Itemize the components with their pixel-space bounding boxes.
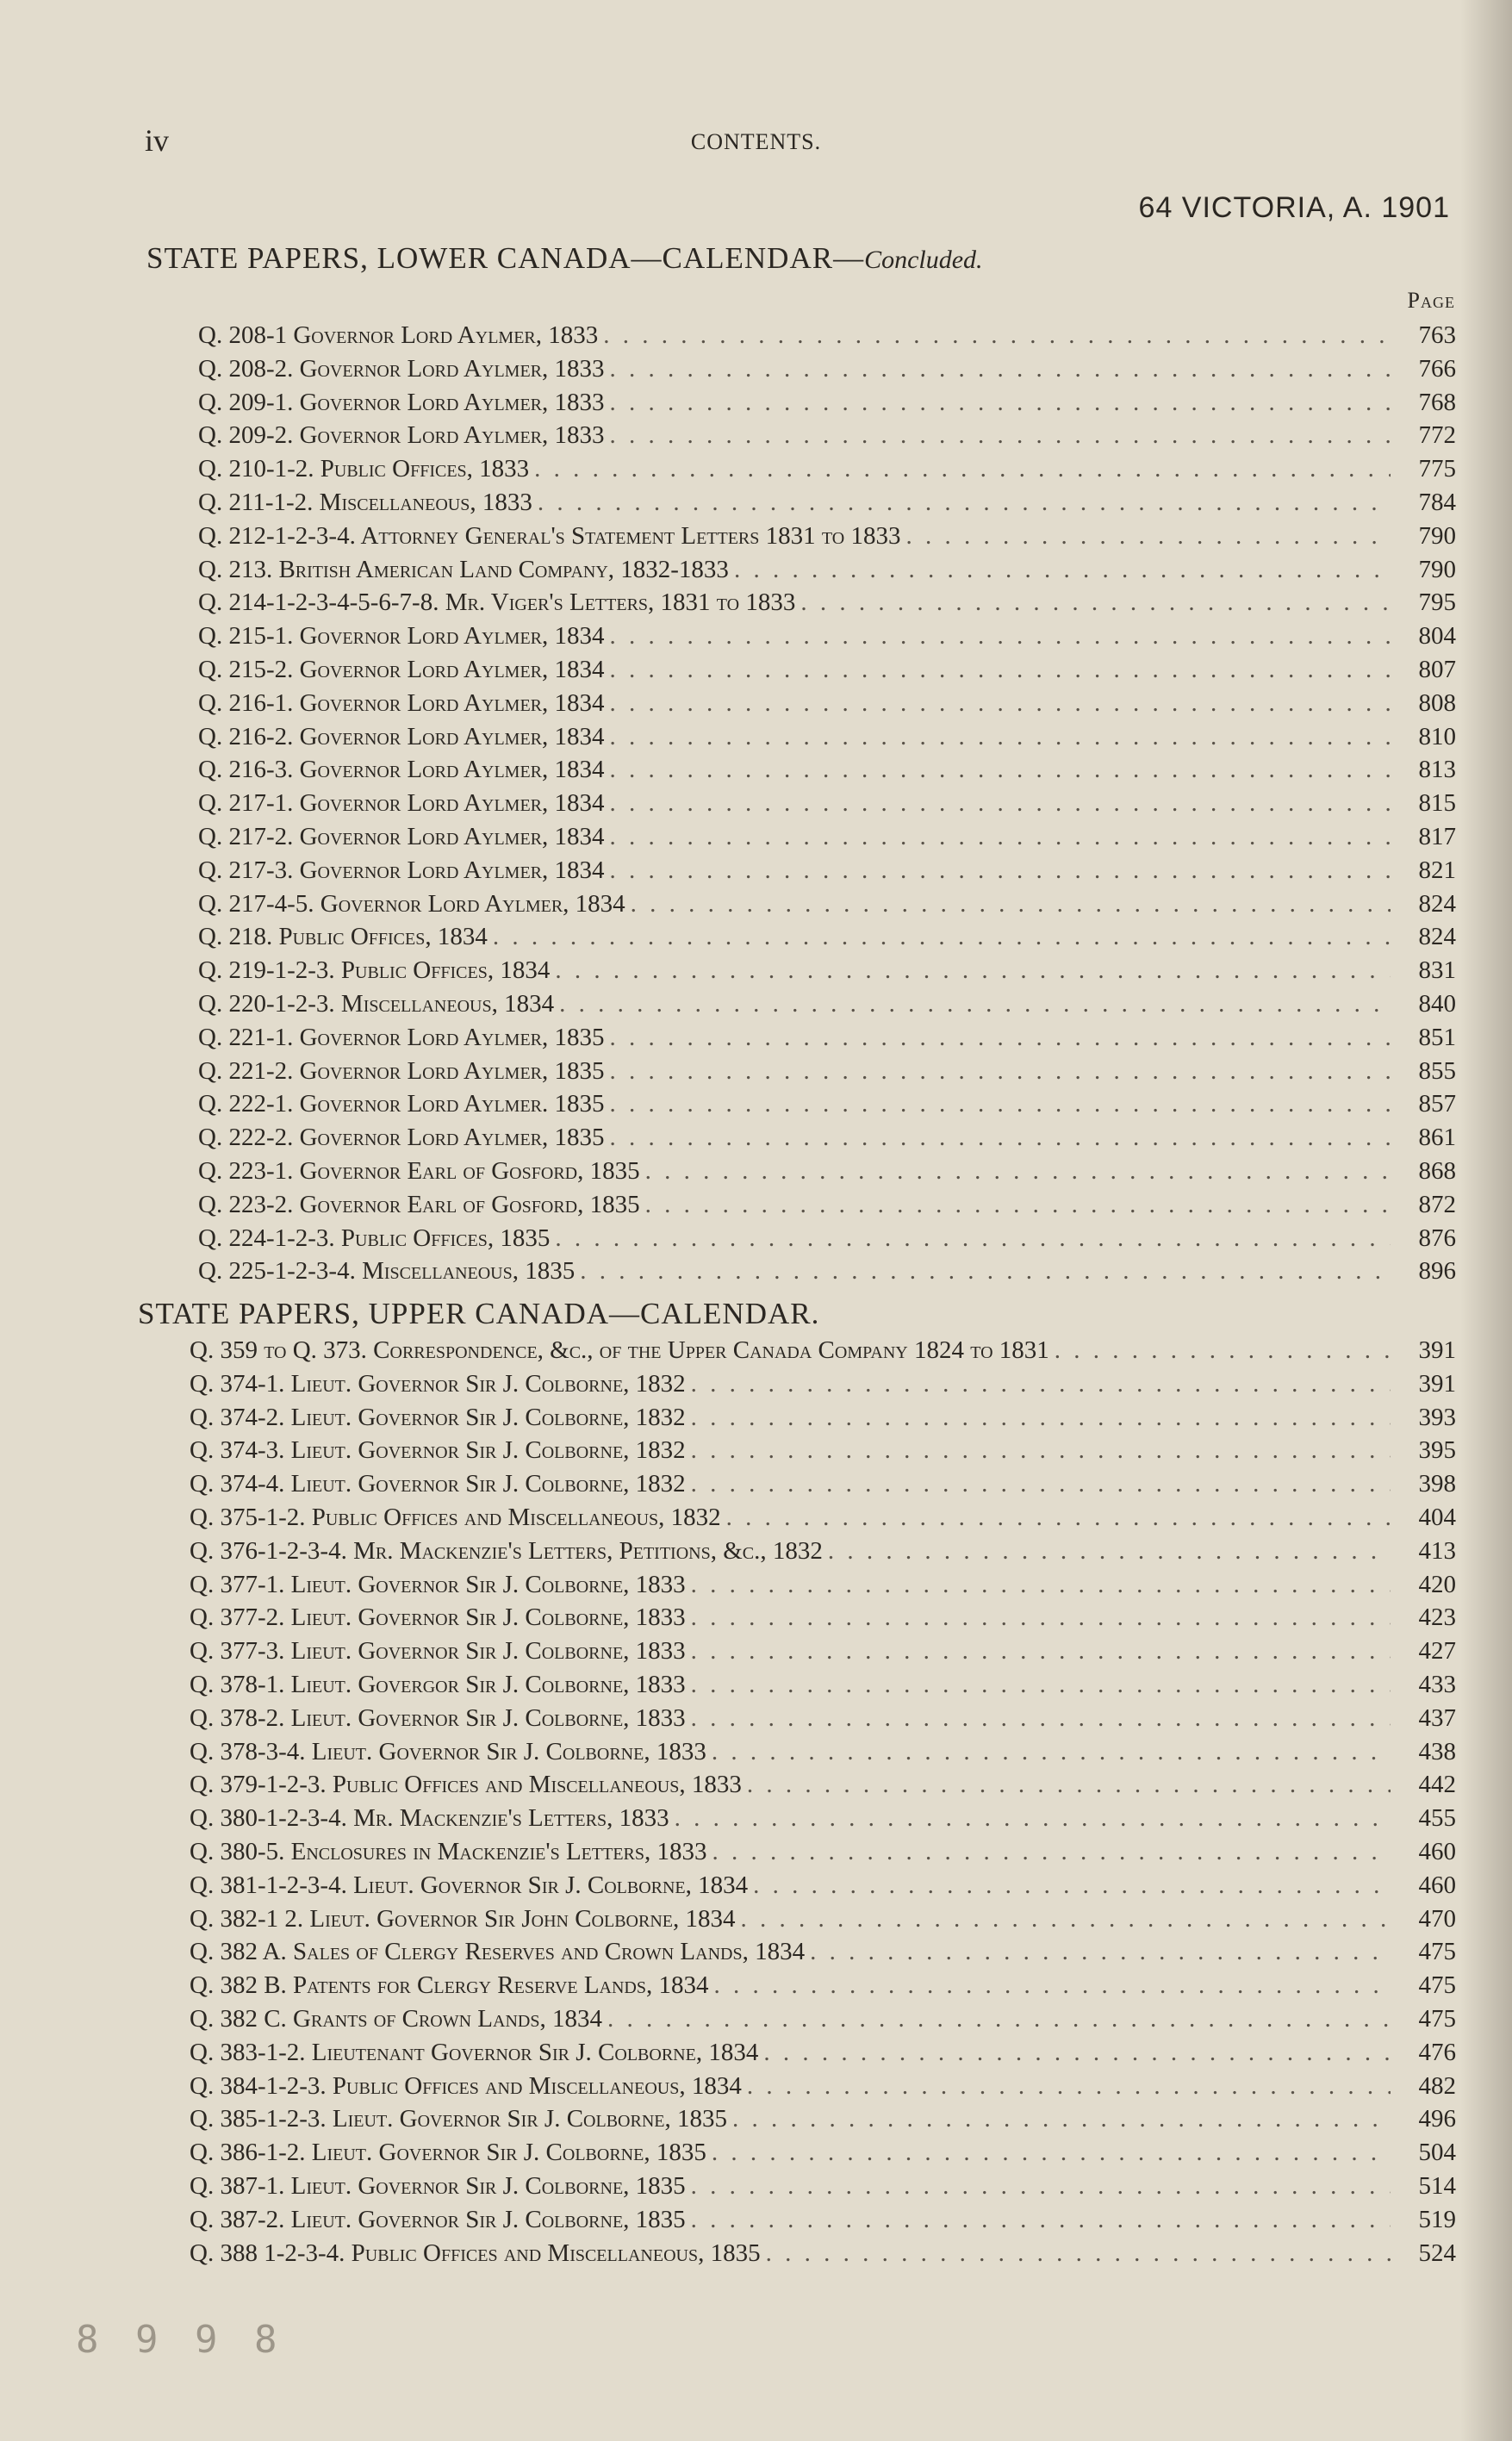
dot-leader	[747, 2070, 1391, 2103]
entry-page-number: 460	[1418, 1837, 1456, 1865]
entry-title: Q. 387-2. Lieut. Governor Sir J. Colborne, 1835	[190, 2205, 686, 2233]
contents-entry	[198, 319, 1456, 352]
dot-leader	[712, 2136, 1391, 2170]
entry-title: Q. 217-1. Governor Lord Aylmer, 1834	[198, 789, 605, 818]
entry-page-number: 475	[1418, 1971, 1456, 2000]
entry-page-number: 504	[1418, 2139, 1456, 2167]
dot-leader	[610, 720, 1391, 754]
entry-page-number: 790	[1418, 521, 1456, 550]
lower-canada-title-suffix: Concluded.	[864, 246, 983, 274]
entry-title: Q. 384-1-2-3. Public Offices and Miscellaneous, 1834	[190, 2071, 742, 2100]
dot-leader	[732, 2102, 1391, 2136]
contents-entry	[198, 753, 1456, 787]
contents-entry	[190, 1735, 1456, 1769]
contents-entry	[190, 1902, 1456, 1936]
entry-page-number: 391	[1418, 1369, 1456, 1398]
entry-page-number: 772	[1418, 421, 1456, 450]
dot-leader	[1055, 1334, 1391, 1367]
dot-leader	[610, 854, 1391, 887]
entry-title: Q. 385-1-2-3. Lieut. Governor Sir J. Colborne, 1835	[190, 2105, 727, 2133]
contents-entry	[198, 920, 1456, 954]
contents-entry	[198, 352, 1456, 386]
dot-leader	[691, 1635, 1391, 1668]
entry-title: Q. 378-3-4. Lieut. Governor Sir J. Colborne, 1833	[190, 1737, 706, 1765]
entry-page-number: 423	[1418, 1603, 1456, 1632]
dot-leader	[607, 2002, 1391, 2036]
dot-leader	[610, 1121, 1391, 1155]
contents-entry	[198, 820, 1456, 854]
contents-entry	[190, 1601, 1456, 1635]
entry-title: Q. 382 B. Patents for Clergy Reserve Lands, 1834	[190, 1971, 709, 2000]
contents-entry	[190, 2203, 1456, 2237]
contents-entry	[198, 386, 1456, 420]
entry-title: Q. 208-1 Governor Lord Aylmer, 1833	[198, 321, 599, 349]
contents-entry	[190, 1434, 1456, 1467]
upper-canada-entries	[190, 1334, 1456, 2270]
entry-page-number: 810	[1418, 722, 1456, 750]
lower-canada-entries	[198, 319, 1456, 1288]
dot-leader	[631, 887, 1391, 921]
dot-leader	[555, 954, 1391, 987]
contents-entry	[198, 987, 1456, 1021]
entry-title: Q. 214-1-2-3-4-5-6-7-8. Mr. Viger's Letters, 1831 to 1833	[198, 588, 796, 617]
contents-entry	[190, 1668, 1456, 1702]
entry-title: Q. 218. Public Offices, 1834	[198, 923, 488, 951]
entry-page-number: 470	[1418, 1904, 1456, 1933]
contents-entry	[198, 787, 1456, 820]
entry-page-number: 831	[1418, 956, 1456, 985]
dot-leader	[610, 653, 1391, 687]
dot-leader	[828, 1535, 1391, 1568]
contents-entry	[190, 1535, 1456, 1568]
page-edge-shadow	[1460, 0, 1512, 2441]
entry-page-number: 876	[1418, 1224, 1456, 1252]
entry-page-number: 815	[1418, 789, 1456, 818]
contents-entry	[190, 1367, 1456, 1401]
entry-page-number: 433	[1418, 1670, 1456, 1698]
dot-leader	[645, 1155, 1391, 1188]
entry-page-number: 855	[1418, 1056, 1456, 1085]
contents-entry	[198, 887, 1456, 921]
entry-page-number: 763	[1418, 321, 1456, 349]
contents-entry	[190, 2070, 1456, 2103]
dot-leader	[610, 620, 1391, 653]
entry-title: Q. 376-1-2-3-4. Mr. Mackenzie's Letters, Petitions, &c., 1832	[190, 1536, 823, 1565]
entry-page-number: 790	[1418, 555, 1456, 583]
dot-leader	[726, 1501, 1391, 1535]
entry-title: Q. 211-1-2. Miscellaneous, 1833	[198, 488, 532, 516]
entry-page-number: 784	[1418, 488, 1456, 516]
entry-title: Q. 219-1-2-3. Public Offices, 1834	[198, 956, 551, 985]
entry-page-number: 817	[1418, 822, 1456, 850]
dot-leader	[610, 419, 1391, 452]
entry-page-number: 404	[1418, 1503, 1456, 1531]
dot-leader	[645, 1188, 1391, 1222]
dot-leader	[610, 687, 1391, 720]
entry-title: Q. 210-1-2. Public Offices, 1833	[198, 455, 530, 483]
entry-page-number: 519	[1418, 2205, 1456, 2233]
entry-title: Q. 209-2. Governor Lord Aylmer, 1833	[198, 421, 605, 450]
entry-title: Q. 382 C. Grants of Crown Lands, 1834	[190, 2004, 602, 2033]
dot-leader	[766, 2237, 1391, 2270]
contents-entry	[198, 1087, 1456, 1121]
entry-page-number: 482	[1418, 2071, 1456, 2100]
entry-title: Q. 383-1-2. Lieutenant Governor Sir J. Colborne, 1834	[190, 2038, 759, 2066]
entry-title: Q. 222-2. Governor Lord Aylmer, 1835	[198, 1124, 605, 1152]
contents-entry	[190, 1935, 1456, 1969]
contents-entry	[190, 1768, 1456, 1802]
entry-title: Q. 388 1-2-3-4. Public Offices and Miscellaneous, 1835	[190, 2239, 761, 2267]
dot-leader	[580, 1255, 1391, 1288]
contents-entry	[198, 1222, 1456, 1255]
dot-leader	[538, 486, 1391, 520]
entry-title: Q. 382 A. Sales of Clergy Reserves and Crown Lands, 1834	[190, 1938, 806, 1966]
entry-title: Q. 208-2. Governor Lord Aylmer, 1833	[198, 354, 605, 383]
entry-title: Q. 380-1-2-3-4. Mr. Mackenzie's Letters, 1833	[190, 1804, 669, 1833]
contents-entry	[198, 620, 1456, 653]
entry-title: Q. 217-2. Governor Lord Aylmer, 1834	[198, 822, 605, 850]
entry-title: Q. 215-1. Governor Lord Aylmer, 1834	[198, 622, 605, 651]
entry-page-number: 857	[1418, 1090, 1456, 1118]
entry-page-number: 514	[1418, 2171, 1456, 2200]
entry-page-number: 807	[1418, 655, 1456, 683]
contents-entry	[198, 1121, 1456, 1155]
entry-page-number: 840	[1418, 989, 1456, 1018]
entry-title: Q. 374-4. Lieut. Governor Sir J. Colborne, 1832	[190, 1470, 686, 1498]
dot-leader	[493, 920, 1391, 954]
contents-entry	[198, 720, 1456, 754]
contents-entry	[190, 1869, 1456, 1902]
dot-leader	[691, 1467, 1391, 1501]
contents-entry	[198, 1188, 1456, 1222]
running-head: CONTENTS.	[690, 129, 822, 154]
dot-leader	[905, 520, 1391, 553]
entry-page-number: 476	[1418, 2038, 1456, 2066]
entry-title: Q. 217-3. Governor Lord Aylmer, 1834	[198, 856, 605, 884]
dot-leader	[603, 319, 1391, 352]
dot-leader	[559, 987, 1391, 1021]
dot-leader	[691, 1434, 1391, 1467]
entry-page-number: 427	[1418, 1637, 1456, 1666]
contents-entry	[198, 954, 1456, 987]
dot-leader	[691, 2203, 1391, 2237]
dot-leader	[691, 1668, 1391, 1702]
entry-title: Q. 377-1. Lieut. Governor Sir J. Colborne, 1833	[190, 1570, 686, 1598]
entry-title: Q. 378-1. Lieut. Govergor Sir J. Colborne, 1833	[190, 1670, 686, 1698]
contents-entry	[198, 586, 1456, 620]
contents-entry	[190, 2136, 1456, 2170]
contents-entry	[190, 2002, 1456, 2036]
entry-page-number: 398	[1418, 1470, 1456, 1498]
entry-title: Q. 221-2. Governor Lord Aylmer, 1835	[198, 1056, 605, 1085]
entry-page-number: 896	[1418, 1257, 1456, 1286]
dot-leader	[753, 1869, 1391, 1902]
entry-title: Q. 377-3. Lieut. Governor Sir J. Colborne, 1833	[190, 1637, 686, 1666]
entry-title: Q. 215-2. Governor Lord Aylmer, 1834	[198, 655, 605, 683]
dot-leader	[800, 586, 1391, 620]
entry-title: Q. 225-1-2-3-4. Miscellaneous, 1835	[198, 1257, 576, 1286]
entry-page-number: 768	[1418, 388, 1456, 416]
dot-leader	[747, 1768, 1391, 1802]
entry-page-number: 808	[1418, 688, 1456, 717]
contents-entry	[198, 653, 1456, 687]
contents-entry	[190, 1969, 1456, 2002]
dot-leader	[712, 1735, 1391, 1769]
entry-page-number: 775	[1418, 455, 1456, 483]
dot-leader	[610, 1055, 1391, 1088]
entry-title: Q. 378-2. Lieut. Governor Sir J. Colborne, 1833	[190, 1703, 686, 1732]
entry-page-number: 824	[1418, 923, 1456, 951]
entry-title: Q. 375-1-2. Public Offices and Miscellaneous, 1832	[190, 1503, 721, 1531]
dot-leader	[810, 1935, 1391, 1969]
dot-leader	[610, 1021, 1391, 1055]
contents-entry	[190, 1835, 1456, 1869]
dot-leader	[741, 1902, 1391, 1936]
lower-canada-title	[146, 241, 983, 276]
entry-title: Q. 220-1-2-3. Miscellaneous, 1834	[198, 989, 555, 1018]
entry-title: Q. 212-1-2-3-4. Attorney General's Statement Letters 1831 to 1833	[198, 521, 901, 550]
dot-leader	[610, 820, 1391, 854]
entry-page-number: 455	[1418, 1804, 1456, 1833]
entry-page-number: 813	[1418, 756, 1456, 784]
entry-page-number: 395	[1418, 1436, 1456, 1465]
dot-leader	[610, 1087, 1391, 1121]
entry-title: Q. 217-4-5. Governor Lord Aylmer, 1834	[198, 889, 625, 918]
entry-title: Q. 386-1-2. Lieut. Governor Sir J. Colborne, 1835	[190, 2139, 706, 2167]
lower-canada-title-text: STATE PAPERS, LOWER CANADA—CALENDAR—	[146, 241, 865, 275]
entry-title: Q. 374-1. Lieut. Governor Sir J. Colborne, 1832	[190, 1369, 686, 1398]
entry-page-number: 420	[1418, 1570, 1456, 1598]
dot-leader	[712, 1835, 1391, 1869]
page-column-header: Page	[1407, 288, 1455, 313]
entry-title: Q. 223-2. Governor Earl of Gosford, 1835	[198, 1190, 640, 1218]
contents-entry	[198, 1255, 1456, 1288]
entry-title: Q. 216-1. Governor Lord Aylmer, 1834	[198, 688, 605, 717]
dot-leader	[691, 1401, 1391, 1435]
entry-title: Q. 213. British American Land Company, 1832-1833	[198, 555, 729, 583]
entry-page-number: 524	[1418, 2239, 1456, 2267]
contents-entry	[198, 687, 1456, 720]
entry-title: Q. 377-2. Lieut. Governor Sir J. Colborne, 1833	[190, 1603, 686, 1632]
entry-title: Q. 379-1-2-3. Public Offices and Miscellaneous, 1833	[190, 1771, 742, 1799]
contents-entry	[198, 1055, 1456, 1088]
entry-title: Q. 374-3. Lieut. Governor Sir J. Colborne, 1832	[190, 1436, 686, 1465]
contents-entry	[190, 1635, 1456, 1668]
contents-entry	[190, 2237, 1456, 2270]
contents-entry	[190, 2036, 1456, 2070]
entry-title: Q. 374-2. Lieut. Governor Sir J. Colborne, 1832	[190, 1403, 686, 1431]
dot-leader	[713, 1969, 1391, 2002]
dot-leader	[555, 1222, 1391, 1255]
dot-leader	[691, 1367, 1391, 1401]
entry-page-number: 861	[1418, 1124, 1456, 1152]
entry-title: Q. 224-1-2-3. Public Offices, 1835	[198, 1224, 551, 1252]
entry-page-number: 442	[1418, 1771, 1456, 1799]
contents-entry	[198, 854, 1456, 887]
entry-title: Q. 359 to Q. 373. Correspondence, &c., of the Upper Canada Company 1824 to 1831	[190, 1336, 1049, 1364]
entry-page-number: 795	[1418, 588, 1456, 617]
contents-entry	[190, 2170, 1456, 2203]
contents-entry	[198, 1021, 1456, 1055]
page-number: iv	[145, 123, 170, 158]
dot-leader	[675, 1802, 1391, 1835]
entry-title: Q. 387-1. Lieut. Governor Sir J. Colborne, 1835	[190, 2171, 686, 2200]
entry-page-number: 391	[1418, 1336, 1456, 1364]
entry-title: Q. 209-1. Governor Lord Aylmer, 1833	[198, 388, 605, 416]
entry-page-number: 393	[1418, 1403, 1456, 1431]
contents-entry	[190, 2102, 1456, 2136]
dot-leader	[610, 787, 1391, 820]
dot-leader	[534, 452, 1391, 486]
contents-entry	[198, 520, 1456, 553]
dot-leader	[763, 2036, 1391, 2070]
entry-page-number: 824	[1418, 889, 1456, 918]
entry-title: Q. 380-5. Enclosures in Mackenzie's Letters, 1833	[190, 1837, 707, 1865]
entry-title: Q. 222-1. Governor Lord Aylmer. 1835	[198, 1090, 605, 1118]
entry-page-number: 872	[1418, 1190, 1456, 1218]
contents-entry	[198, 486, 1456, 520]
entry-page-number: 766	[1418, 354, 1456, 383]
entry-page-number: 804	[1418, 622, 1456, 651]
entry-page-number: 437	[1418, 1703, 1456, 1732]
entry-page-number: 438	[1418, 1737, 1456, 1765]
contents-entry	[198, 553, 1456, 587]
contents-entry	[190, 1334, 1456, 1367]
contents-entry	[198, 419, 1456, 452]
entry-page-number: 496	[1418, 2105, 1456, 2133]
entry-page-number: 475	[1418, 1938, 1456, 1966]
contents-entry	[198, 1155, 1456, 1188]
contents-entry	[190, 1802, 1456, 1835]
contents-entry	[190, 1702, 1456, 1735]
contents-entry	[190, 1568, 1456, 1602]
library-stamp: 8 9 9 8	[76, 2318, 284, 2362]
contents-entry	[190, 1501, 1456, 1535]
dot-leader	[691, 2170, 1391, 2203]
entry-page-number: 868	[1418, 1156, 1456, 1185]
contents-entry	[198, 452, 1456, 486]
dot-leader	[610, 386, 1391, 420]
entry-title: Q. 382-1 2. Lieut. Governor Sir John Colborne, 1834	[190, 1904, 736, 1933]
entry-page-number: 413	[1418, 1536, 1456, 1565]
dot-leader	[691, 1568, 1391, 1602]
entry-page-number: 851	[1418, 1023, 1456, 1051]
contents-entry	[190, 1401, 1456, 1435]
dot-leader	[734, 553, 1391, 587]
entry-title: Q. 223-1. Governor Earl of Gosford, 1835	[198, 1156, 640, 1185]
dot-leader	[610, 753, 1391, 787]
contents-entry	[190, 1467, 1456, 1501]
upper-canada-title: STATE PAPERS, UPPER CANADA—CALENDAR.	[138, 1297, 820, 1330]
entry-page-number: 475	[1418, 2004, 1456, 2033]
dot-leader	[610, 352, 1391, 386]
entry-page-number: 460	[1418, 1871, 1456, 1899]
dot-leader	[691, 1601, 1391, 1635]
entry-page-number: 821	[1418, 856, 1456, 884]
entry-title: Q. 216-2. Governor Lord Aylmer, 1834	[198, 722, 605, 750]
session-label: 64 VICTORIA, A. 1901	[1138, 191, 1450, 224]
entry-title: Q. 221-1. Governor Lord Aylmer, 1835	[198, 1023, 605, 1051]
entry-title: Q. 381-1-2-3-4. Lieut. Governor Sir J. Colborne, 1834	[190, 1871, 749, 1899]
entry-title: Q. 216-3. Governor Lord Aylmer, 1834	[198, 756, 605, 784]
dot-leader	[691, 1702, 1391, 1735]
